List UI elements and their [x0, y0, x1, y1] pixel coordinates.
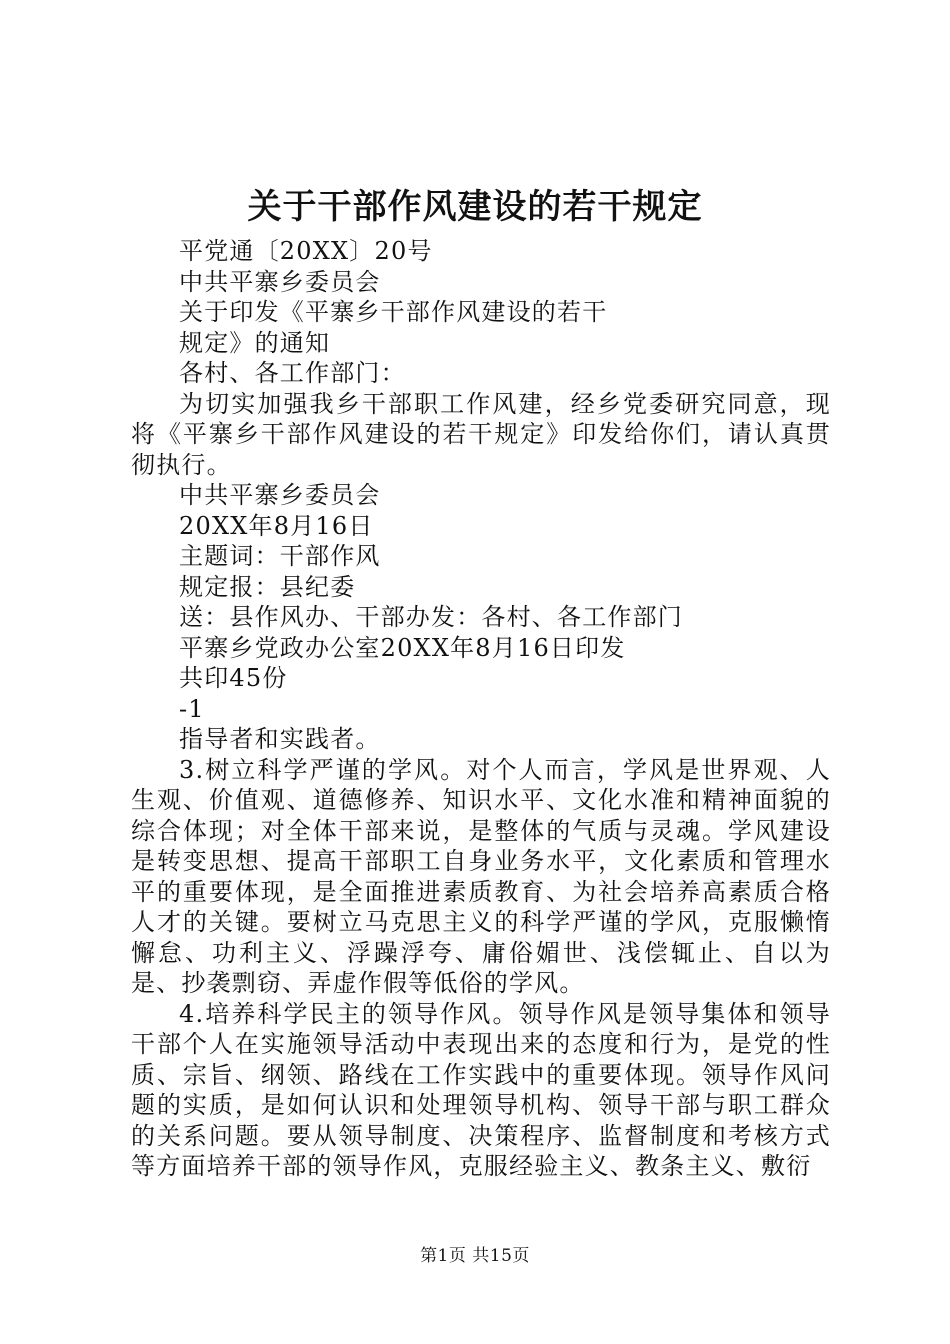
- notice-title-line-2: 规定》的通知: [179, 328, 331, 357]
- notice-title-line-1: 关于印发《平寨乡干部作风建设的若干: [179, 298, 608, 326]
- print-count: 共印45份: [179, 664, 288, 692]
- print-info: 平寨乡党政办公室20XX年8月16日印发: [179, 633, 626, 662]
- intro-paragraph: 为切实加强我乡干部职工作风建，经乡党委研究同意，现将《平寨乡干部作风建设的若干规定》印发给你们，请认真贯彻执行。: [131, 389, 831, 479]
- subject-keywords: 主题词：干部作风: [179, 542, 381, 570]
- recipients: 各村、各工作部门：: [179, 359, 406, 387]
- issuer: 中共平寨乡委员会: [179, 267, 381, 296]
- signature-org: 中共平寨乡委员会: [179, 481, 381, 509]
- page-marker: -1: [179, 694, 205, 723]
- signature-date: 20XX年8月16日: [179, 511, 374, 540]
- send-to: 送：县作风办、干部办发：各村、各工作部门: [179, 603, 683, 631]
- document-title: 关于干部作风建设的若干规定: [247, 187, 703, 227]
- paragraph-4: 4.培养科学民主的领导作风。领导作风是领导集体和领导干部个人在实施领导活动中表现出来的态度和行为，是党的性质、宗旨、纲领、路线在工作实践中的重要体现。领导作风问题的实质，是如何认识和处理领导机构、领导干部与职工群众的关系问题。要从领导制度、决策程序、监督制度和考核方式等方面培养干部的领导作风，克服经验主义、教条主义、敷衍: [131, 999, 831, 1180]
- paragraph-3: 3.树立科学严谨的学风。对个人而言，学风是世界观、人生观、价值观、道德修养、知识水平、文化水准和精神面貌的综合体现；对全体干部来说，是整体的气质与灵魂。学风建设是转变思想、提高干部职工自身业务水平，文化素质和管理水平的重要体现，是全面推进素质教育、为社会培养高素质合格人才的关键。要树立马克思主义的科学严谨的学风，克服懒惰懈怠、功利主义、浮躁浮夸、庸俗媚世、浅偿辄止、自以为是、抄袭剽窃、弄虚作假等低俗的学风。: [131, 755, 831, 997]
- doc-number: 平党通〔20XX〕20号: [179, 237, 433, 265]
- report-to: 规定报：县纪委: [179, 572, 356, 601]
- page-footer: 第1页 共15页: [420, 1246, 530, 1266]
- document-body: [131, 236, 831, 1182]
- continuation-line: 指导者和实践者。: [179, 725, 381, 753]
